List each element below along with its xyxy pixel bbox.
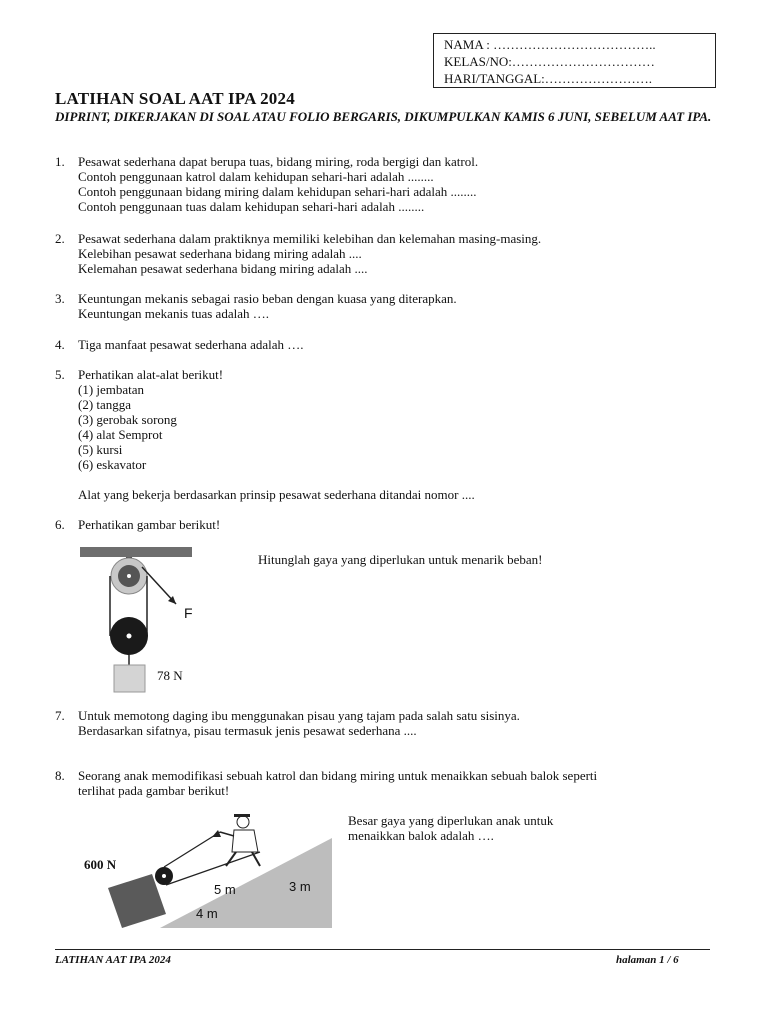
rope bbox=[164, 832, 220, 867]
instructions: DIPRINT, DIKERJAKAN DI SOAL ATAU FOLIO BERGARIS, DIKUMPULKAN KAMIS 6 JUNI, SEBELUM AAT IPA. bbox=[55, 109, 712, 124]
load-label: 78 N bbox=[157, 668, 183, 683]
question-text: Tiga manfaat pesawat sederhana adalah …. bbox=[78, 337, 304, 352]
force-label: F bbox=[184, 605, 193, 621]
question-text: Kelemahan pesawat sederhana bidang miring adalah .... bbox=[78, 261, 368, 276]
arrow-icon bbox=[212, 830, 221, 837]
slope-length-label: 5 m bbox=[214, 882, 236, 897]
question-text: Contoh penggunaan bidang miring dalam kehidupan sehari-hari adalah ........ bbox=[78, 184, 477, 199]
question-text: Contoh penggunaan tuas dalam kehidupan sehari-hari adalah ........ bbox=[78, 199, 425, 214]
q8-prompt-line1: Besar gaya yang diperlukan anak untuk bbox=[348, 813, 554, 828]
question-number: 2. bbox=[55, 231, 65, 246]
date-field: HARI/TANGGAL:……………………. bbox=[444, 71, 653, 86]
name-field: NAMA : ……………………………….. bbox=[444, 37, 656, 52]
page-number: halaman 1 / 6 bbox=[616, 954, 679, 966]
question-text: Seorang anak memodifikasi sebuah katrol dan bidang miring untuk menaikkan sebuah balok seperti bbox=[78, 768, 598, 783]
q6-prompt: Hitunglah gaya yang diperlukan untuk menarik beban! bbox=[258, 552, 543, 567]
question-number: 8. bbox=[55, 768, 65, 783]
load-block bbox=[108, 874, 166, 928]
child-body bbox=[232, 830, 258, 852]
question-text: Contoh penggunaan katrol dalam kehidupan sehari-hari adalah ........ bbox=[78, 169, 434, 184]
load-label: 600 N bbox=[84, 857, 117, 872]
height-label: 3 m bbox=[289, 879, 311, 894]
question-text: Alat yang bekerja berdasarkan prinsip pesawat sederhana ditandai nomor .... bbox=[78, 487, 475, 502]
list-item: (3) gerobak sorong bbox=[78, 412, 177, 427]
question-text: Perhatikan gambar berikut! bbox=[78, 517, 221, 532]
list-item: (4) alat Semprot bbox=[78, 427, 163, 442]
question-text: Kelebihan pesawat sederhana bidang miring adalah .... bbox=[78, 246, 362, 261]
load-block bbox=[114, 665, 145, 692]
list-item: (1) jembatan bbox=[78, 382, 145, 397]
question-number: 5. bbox=[55, 367, 65, 382]
question-number: 4. bbox=[55, 337, 65, 352]
question-text: Keuntungan mekanis sebagai rasio beban dengan kuasa yang diterapkan. bbox=[78, 291, 457, 306]
question-text: Pesawat sederhana dapat berupa tuas, bidang miring, roda bergigi dan katrol. bbox=[78, 154, 479, 169]
question-text: Perhatikan alat-alat berikut! bbox=[78, 367, 224, 382]
footer-title: LATIHAN AAT IPA 2024 bbox=[55, 954, 171, 966]
page-title: LATIHAN SOAL AAT IPA 2024 bbox=[55, 89, 295, 108]
class-field: KELAS/NO:…………………………… bbox=[444, 54, 655, 69]
question-text: terlihat pada gambar berikut! bbox=[78, 783, 230, 798]
base-length-label: 4 m bbox=[196, 906, 218, 921]
student-info-box bbox=[433, 33, 716, 88]
list-item: (2) tangga bbox=[78, 397, 132, 412]
question-text: Untuk memotong daging ibu menggunakan pisau yang tajam pada salah satu sisinya. bbox=[78, 708, 520, 723]
child-head bbox=[237, 816, 249, 828]
footer-divider bbox=[55, 949, 710, 950]
question-number: 3. bbox=[55, 291, 65, 306]
question-number: 1. bbox=[55, 154, 65, 169]
spacer bbox=[78, 472, 475, 487]
ceiling-beam bbox=[80, 547, 192, 557]
question-text: Berdasarkan sifatnya, pisau termasuk jenis pesawat sederhana .... bbox=[78, 723, 417, 738]
question-text: Pesawat sederhana dalam praktiknya memiliki kelebihan dan kelemahan masing-masing. bbox=[78, 231, 542, 246]
list-item: (6) eskavator bbox=[78, 457, 147, 472]
question-number: 7. bbox=[55, 708, 65, 723]
question-number: 6. bbox=[55, 517, 65, 532]
question-text: Keuntungan mekanis tuas adalah …. bbox=[78, 306, 269, 321]
list-item: (5) kursi bbox=[78, 442, 123, 457]
q8-prompt-line2: menaikkan balok adalah …. bbox=[348, 828, 494, 843]
